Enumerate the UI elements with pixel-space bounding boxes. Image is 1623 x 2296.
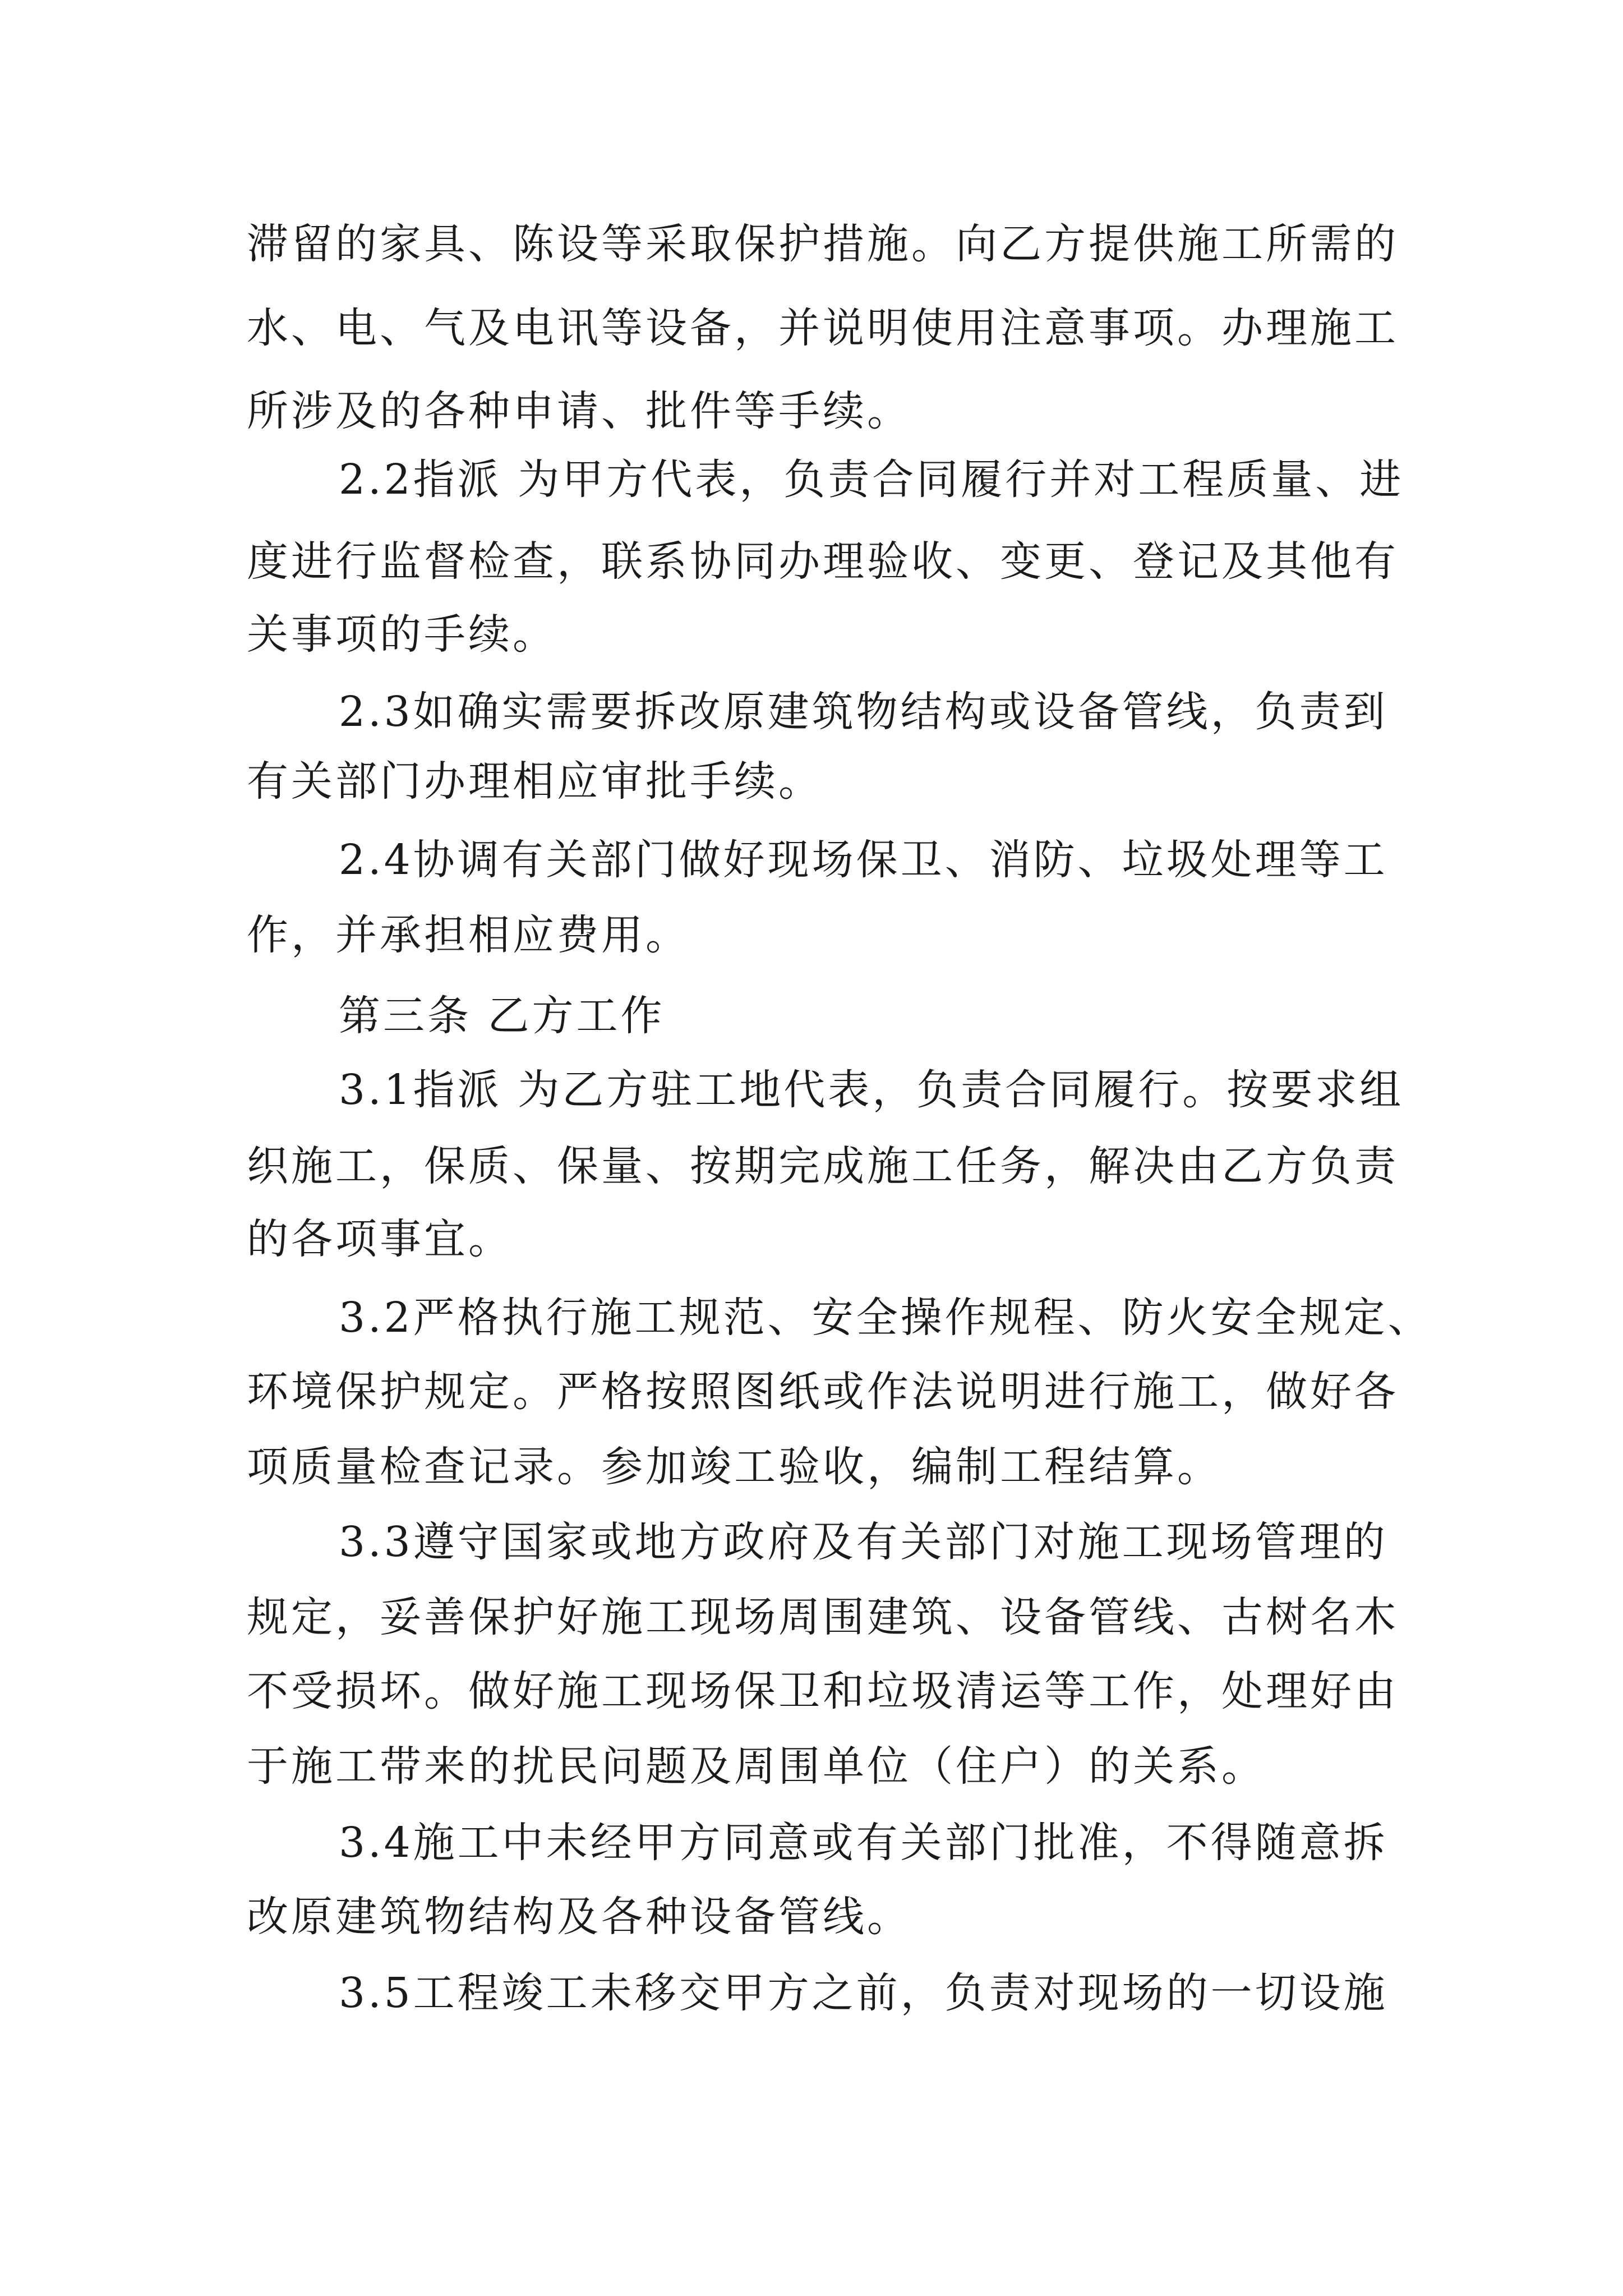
text-line: 规定，妥善保护好施工现场周围建筑、设备管线、古树名木 (247, 1593, 1399, 1641)
text-line: 改原建筑物结构及各种设备管线。 (247, 1893, 911, 1941)
text-line: 水、电、气及电讯等设备，并说明使用注意事项。办理施工 (247, 304, 1399, 352)
text-line: 于施工带来的扰民问题及周围单位（住户）的关系。 (247, 1742, 1266, 1791)
text-line: 所涉及的各种申请、批件等手续。 (247, 387, 911, 435)
text-line: 3.5工程竣工未移交甲方之前，负责对现场的一切设施 (339, 1969, 1388, 2017)
text-line: 滞留的家具、陈设等采取保护措施。向乙方提供施工所需的 (247, 220, 1399, 268)
text-line: 2.4协调有关部门做好现场保卫、消防、垃圾处理等工 (339, 836, 1388, 884)
text-line: 不受损坏。做好施工现场保卫和垃圾清运等工作，处理好由 (247, 1667, 1399, 1715)
text-line: 环境保护规定。严格按照图纸或作法说明进行施工，做好各 (247, 1368, 1399, 1416)
text-line: 3.1指派 为乙方驻工地代表，负责合同履行。按要求组 (339, 1066, 1404, 1114)
text-line: 3.2严格执行施工规范、安全操作规程、防火安全规定、 (339, 1294, 1432, 1342)
text-line: 作，并承担相应费用。 (247, 911, 690, 959)
text-line: 关事项的手续。 (247, 610, 557, 659)
text-line: 度进行监督检查，联系协同办理验收、变更、登记及其他有 (247, 537, 1399, 586)
text-line: 3.3遵守国家或地方政府及有关部门对施工现场管理的 (339, 1518, 1388, 1566)
section-heading: 第三条 乙方工作 (339, 992, 665, 1040)
text-line: 的各项事宜。 (247, 1215, 513, 1263)
text-line: 2.3如确实需要拆改原建筑物结构或设备管线，负责到 (339, 688, 1388, 736)
text-line: 3.4施工中未经甲方同意或有关部门批准，不得随意拆 (339, 1819, 1388, 1867)
text-line: 项质量检查记录。参加竣工验收，编制工程结算。 (247, 1443, 1221, 1491)
text-line: 2.2指派 为甲方代表，负责合同履行并对工程质量、进 (339, 455, 1404, 504)
text-line: 有关部门办理相应审批手续。 (247, 757, 823, 806)
text-line: 织施工，保质、保量、按期完成施工任务，解决由乙方负责 (247, 1142, 1399, 1190)
